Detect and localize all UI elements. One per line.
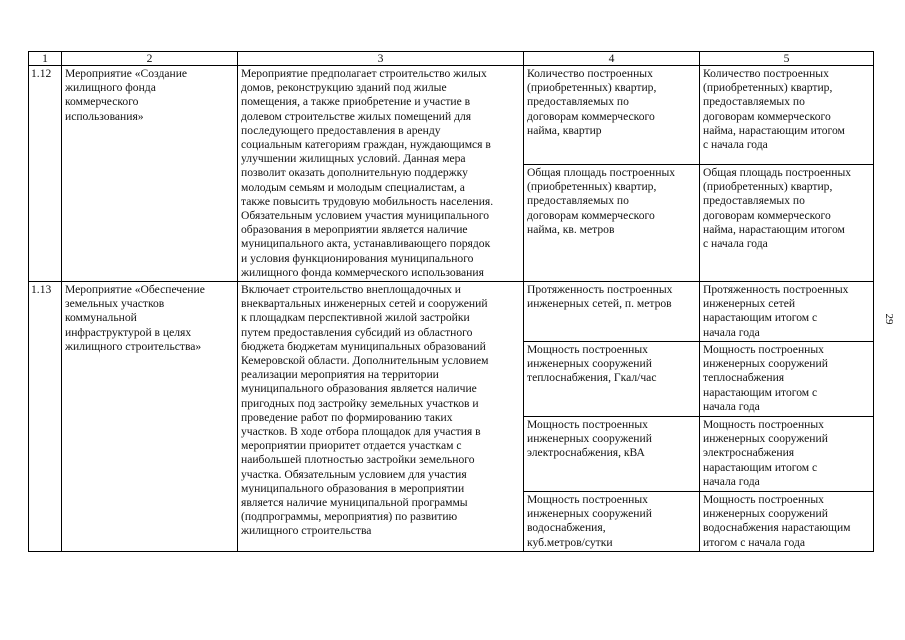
indicator-cumulative: Количество построенных (приобретенных) квартир, предоставляемых по договорам коммерческого найма, нарастающим итогом с начала года (700, 66, 874, 165)
indicator-name: Мощность построенных инженерных сооружений электроснабжения, кВА (524, 417, 700, 492)
indicator-cumulative: Мощность построенных инженерных сооружений электроснабжения нарастающим итогом с начала года (700, 417, 874, 492)
indicator-name: Общая площадь построенных (приобретенных) квартир, предоставляемых по договорам коммерческого найма, кв. метров (524, 165, 700, 282)
measure-name: Мероприятие «Создание жилищного фонда коммерческого использования» (62, 66, 238, 282)
measure-name: Мероприятие «Обеспечение земельных участков коммунальной инфраструктурой в целях жилищного строительства» (62, 282, 238, 552)
measure-description: Включает строительство внеплощадочных и внеквартальных инженерных сетей и сооружений к площадкам перспективной жилой застройки путем предоставления субсидий из областного бюджета бюджетам муниципальных образований Кемеровской области. Дополнительным условием реализации мероприятия на территории муниципального образования является наличие пригодных под застройку земельных участков и проведение работ по формированию таких участков. В ходе отбора площадок для участия в мероприятии приоритет отдается участкам с наибольшей плотностью застройки земельного участка. Обязательным условием для участия муниципального образования в мероприятии является наличие муниципальной программы (подпрограммы, мероприятия) по развитию жилищного строительства (238, 282, 524, 552)
measure-description: Мероприятие предполагает строительство жилых домов, реконструкцию зданий под жилые помещения, а также приобретение и участие в долевом строительстве жилых помещений для последующего предоставления в аренду социальным категориям граждан, нуждающимся в улучшении жилищных условий. Данная мера позволит оказать дополнительную поддержку молодым семьям и молодым специалистам, а также повысить трудовую мобильность населения. Обязательным условием участия муниципального образования в мероприятии является наличие муниципального акта, устанавливающего порядок и условия функционирования муниципального жилищного фонда коммерческого использования (238, 66, 524, 282)
header-col-1: 1 (29, 52, 62, 66)
indicator-name: Протяженность построенных инженерных сетей, п. метров (524, 282, 700, 342)
header-col-4: 4 (524, 52, 700, 66)
indicator-cumulative: Мощность построенных инженерных сооружений теплоснабжения нарастающим итогом с начала года (700, 342, 874, 417)
indicator-name: Количество построенных (приобретенных) квартир, предоставляемых по договорам коммерческого найма, квартир (524, 66, 700, 165)
measures-table (28, 51, 874, 552)
header-row (29, 52, 874, 66)
indicator-name: Мощность построенных инженерных сооружений теплоснабжения, Гкал/час (524, 342, 700, 417)
indicator-cumulative: Протяженность построенных инженерных сетей нарастающим итогом с начала года (700, 282, 874, 342)
table-row (29, 282, 874, 342)
row-number: 1.13 (29, 282, 62, 552)
table-row (29, 66, 874, 165)
page-number: 29 (883, 313, 895, 325)
row-number: 1.12 (29, 66, 62, 282)
indicator-cumulative: Общая площадь построенных (приобретенных) квартир, предоставляемых по договорам коммерческого найма, нарастающим итогом с начала года (700, 165, 874, 282)
header-col-5: 5 (700, 52, 874, 66)
header-col-2: 2 (62, 52, 238, 66)
header-col-3: 3 (238, 52, 524, 66)
indicator-cumulative: Мощность построенных инженерных сооружений водоснабжения нарастающим итогом с начала года (700, 492, 874, 552)
indicator-name: Мощность построенных инженерных сооружений водоснабжения, куб.метров/сутки (524, 492, 700, 552)
